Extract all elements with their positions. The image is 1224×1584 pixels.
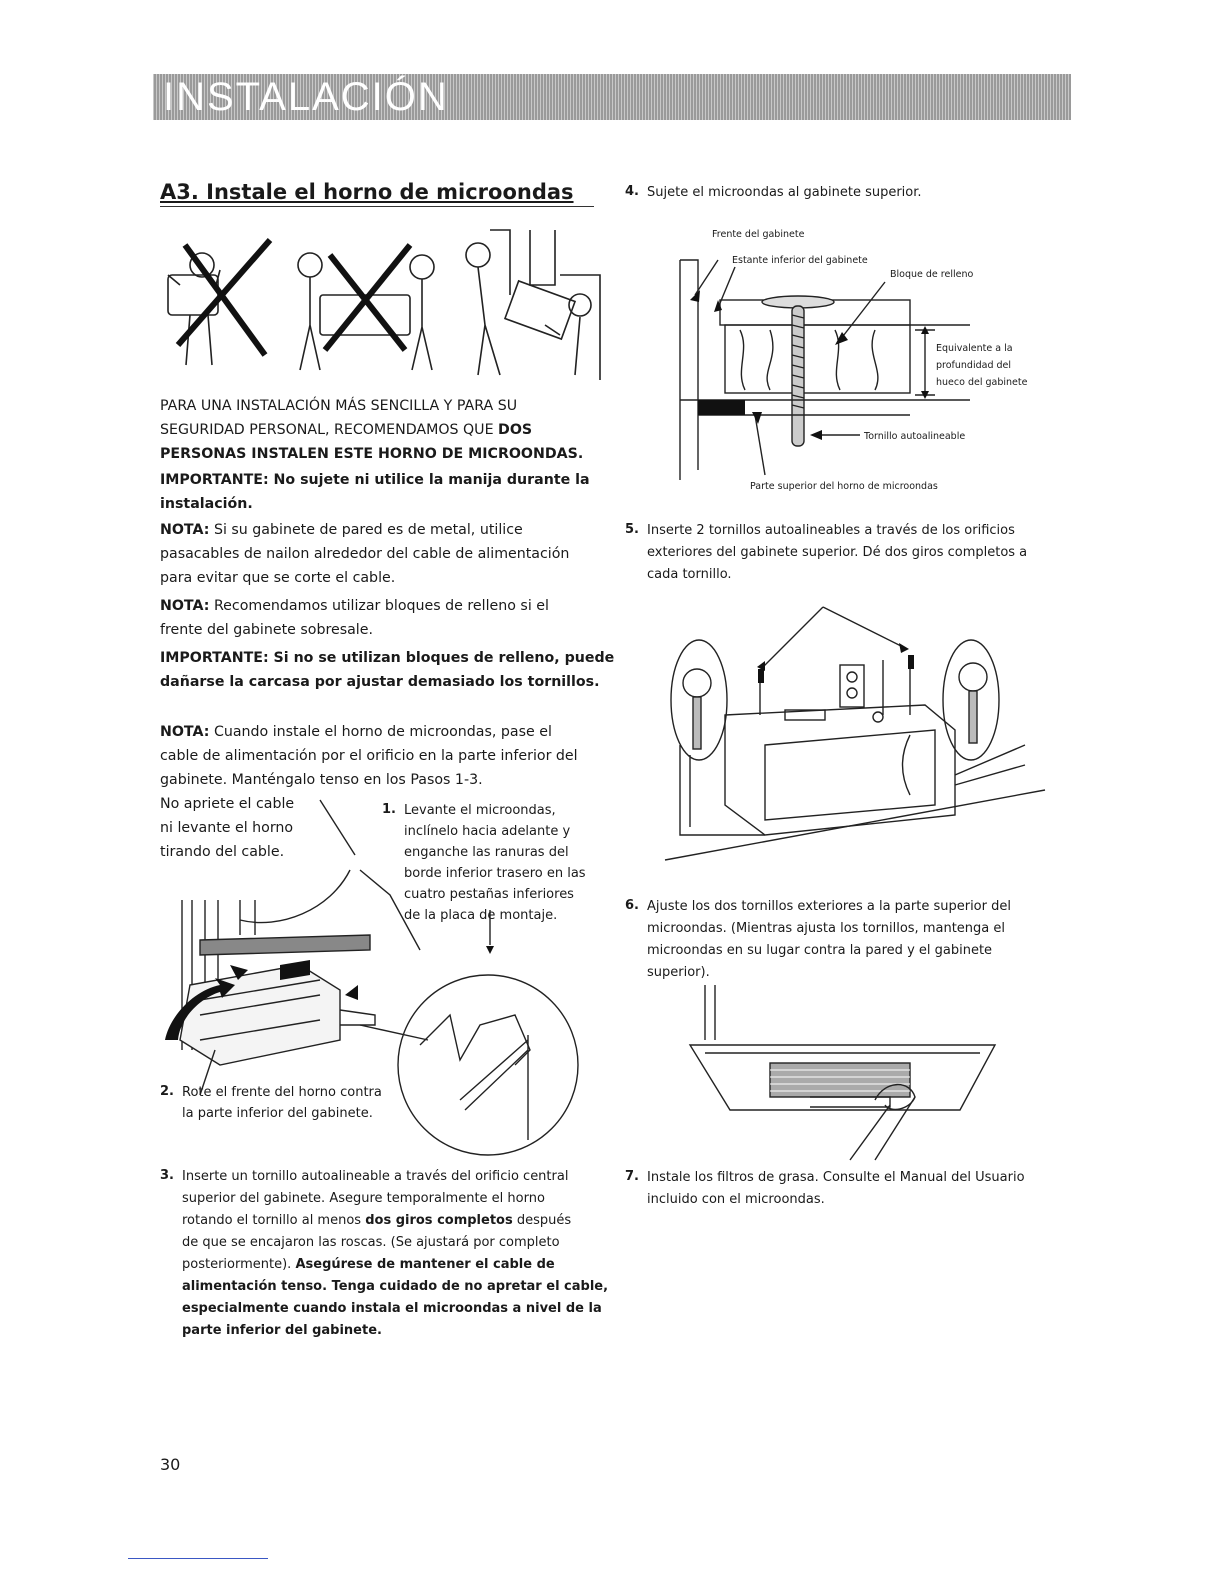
importante-2-line-2: dañarse la carcasa por ajustar demasiado los tornillos.: [160, 674, 600, 690]
step-5-line-2: exteriores del gabinete superior. Dé dos giros completos a: [647, 545, 1028, 560]
lifting-illustration: [160, 225, 600, 385]
nota-3-line-3: gabinete. Manténgalo tenso en los Pasos 1-3.: [160, 772, 483, 788]
step-3-line-3b: dos giros completos: [365, 1213, 513, 1228]
intro-line-2-text: SEGURIDAD PERSONAL, RECOMENDAMOS QUE: [160, 422, 494, 438]
section-banner: [153, 74, 1071, 120]
step-6-line-2: microondas. (Mientras ajusta los tornillos, mantenga el: [647, 921, 1005, 936]
step-3-line-3c: después: [516, 1213, 572, 1228]
step-2-line-2: la parte inferior del gabinete.: [182, 1106, 373, 1121]
step-1-line-6: de la placa de montaje.: [404, 908, 558, 923]
banner-title: INSTALACIÓN: [163, 75, 449, 119]
step-5-line-3: cada tornillo.: [647, 567, 732, 582]
label-equiv-2: profundidad del: [936, 360, 1012, 371]
step-6-number: 6.: [625, 898, 639, 913]
nota-1-label: NOTA:: [160, 522, 210, 538]
nota-2-label: NOTA:: [160, 598, 210, 614]
intro-line-1: PARA UNA INSTALACIÓN MÁS SENCILLA Y PARA SU: [160, 398, 518, 414]
importante-1-line-1: IMPORTANTE: No sujete ni utilice la manija durante la: [160, 472, 590, 488]
filter-illustration: [690, 985, 1010, 1160]
step-3-line-2: superior del gabinete. Asegure temporalmente el horno: [182, 1191, 545, 1206]
nota-2-text-1: Recomendamos utilizar bloques de relleno si el: [213, 598, 549, 614]
step-1-line-4: borde inferior trasero en las: [404, 866, 586, 881]
page-number: 30: [160, 1455, 181, 1474]
label-bloque: Bloque de relleno: [890, 269, 974, 280]
step-5-number: 5.: [625, 522, 639, 537]
nota-3-line-1: [160, 720, 552, 744]
caution-line-2: ni levante el horno: [160, 820, 294, 836]
nota-3-text-1: Cuando instale el horno de microondas, pase el: [213, 724, 552, 740]
intro-line-2: [160, 418, 532, 442]
caution-line-3: tirando del cable.: [160, 844, 285, 860]
step-3-line-6: alimentación tenso. Tenga cuidado de no apretar el cable,: [182, 1279, 609, 1294]
step-3-number: 3.: [160, 1168, 174, 1183]
step-3-line-8: parte inferior del gabinete.: [182, 1323, 382, 1338]
step-3-line-7: especialmente cuando instala el microondas a nivel de la: [182, 1301, 602, 1316]
step-3-line-1: Inserte un tornillo autoalineable a través del orificio central: [182, 1169, 569, 1184]
label-estante: Estante inferior del gabinete: [732, 255, 868, 266]
step-5-line-1: Inserte 2 tornillos autoalineables a través de los orificios: [647, 523, 1015, 538]
label-parte: Parte superior del horno de microondas: [750, 481, 938, 492]
nota-3-label: NOTA:: [160, 724, 210, 740]
nota-1-line-2: pasacables de nailon alrededor del cable de alimentación: [160, 546, 570, 562]
caution-line-1: No apriete el cable: [160, 796, 295, 812]
step-1-line-1: Levante el microondas,: [404, 803, 556, 818]
step-2-number: 2.: [160, 1084, 174, 1099]
nota-1-line-1: [160, 518, 523, 542]
step-3-line-3: [182, 1210, 571, 1231]
intro-line-3: PERSONAS INSTALEN ESTE HORNO DE MICROONDAS.: [160, 446, 584, 462]
step-3-line-5a: posteriormente).: [182, 1257, 292, 1272]
importante-1-line-2: instalación.: [160, 496, 253, 512]
nota-3-line-2: cable de alimentación por el orificio en la parte inferior del: [160, 748, 578, 764]
step-7-line-2: incluido con el microondas.: [647, 1192, 825, 1207]
step-4-number: 4.: [625, 184, 639, 199]
nota-1-text-1: Si su gabinete de pared es de metal, utilice: [213, 522, 523, 538]
footer-rule: [128, 1558, 268, 1559]
step-3-line-4: de que se encajaron las roscas. (Se ajustará por completo: [182, 1235, 560, 1250]
label-tornillo: Tornillo autoalineable: [864, 431, 966, 442]
importante-2-line-1: IMPORTANTE: Si no se utilizan bloques de relleno, puede: [160, 650, 615, 666]
step-3-line-5: [182, 1254, 555, 1275]
screws-illustration: [665, 605, 1045, 870]
step-6-line-4: superior).: [647, 965, 710, 980]
step-4-text: Sujete el microondas al gabinete superior.: [647, 185, 922, 200]
step-7-number: 7.: [625, 1169, 639, 1184]
step-3-line-3a: rotando el tornillo al menos: [182, 1213, 362, 1228]
step-2-line-1: Rote el frente del horno contra: [182, 1085, 382, 1100]
step-6-line-1: Ajuste los dos tornillos exteriores a la parte superior del: [647, 899, 1011, 914]
label-equiv-3: hueco del gabinete: [936, 377, 1028, 388]
label-equiv-1: Equivalente a la: [936, 343, 1013, 354]
step-1-line-3: enganche las ranuras del: [404, 845, 569, 860]
nota-2-line-2: frente del gabinete sobresale.: [160, 622, 373, 638]
step-1-line-2: inclínelo hacia adelante y: [404, 824, 571, 839]
label-frente: Frente del gabinete: [712, 229, 805, 240]
step-1-line-5: cuatro pestañas inferiores: [404, 887, 574, 902]
nota-1-line-3: para evitar que se corte el cable.: [160, 570, 396, 586]
step-7-line-1: Instale los filtros de grasa. Consulte el Manual del Usuario: [647, 1170, 1025, 1185]
intro-bold-inline: DOS: [498, 422, 533, 438]
nota-2-line-1: [160, 594, 549, 618]
step-6-line-3: microondas en su lugar contra la pared y el gabinete: [647, 943, 993, 958]
section-heading: A3. Instale el horno de microondas: [160, 180, 594, 207]
step-1-number: 1.: [382, 802, 396, 817]
step-3-line-5b: Asegúrese de mantener el cable de: [295, 1257, 555, 1272]
